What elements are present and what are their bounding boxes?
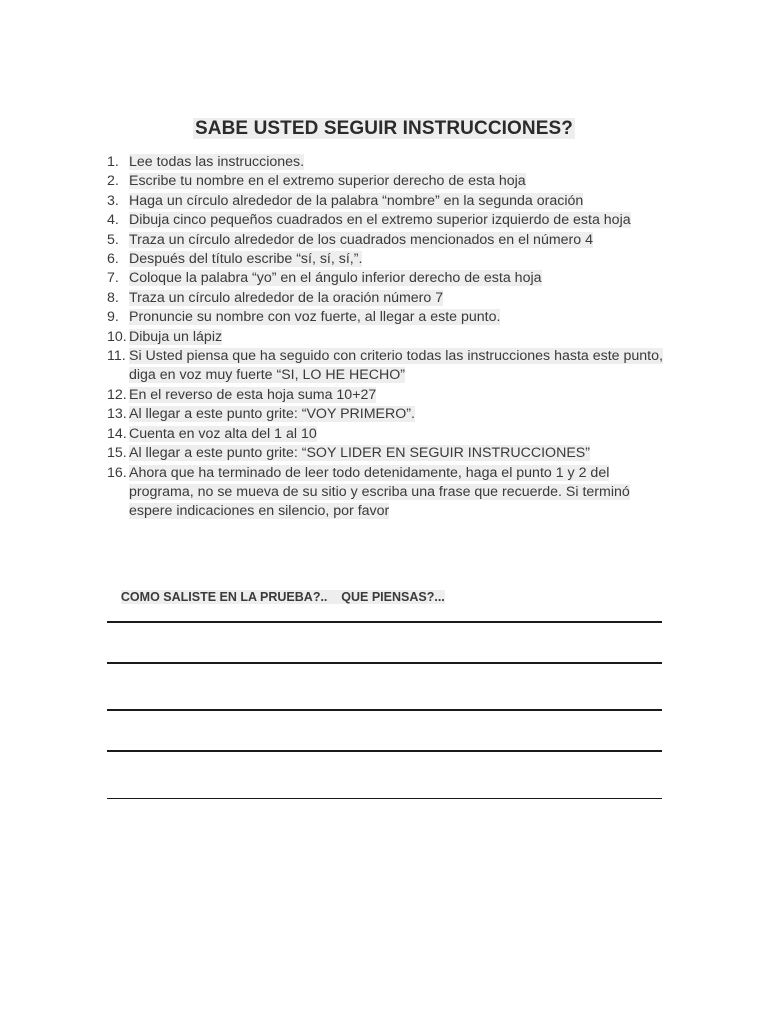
instruction-item [107,289,667,308]
instruction-text: Dibuja un lápiz [129,328,223,345]
instruction-number: 5. [107,231,119,248]
instruction-number: 2. [107,173,119,190]
instruction-item [107,172,667,191]
instruction-item [107,192,667,211]
instruction-number: 15. [107,445,127,462]
document-title-text: SABE USTED SEGUIR INSTRUCCIONES? [195,118,573,139]
instruction-number: 8. [107,289,119,306]
instruction-text: Al llegar a este punto grite: “VOY PRIMERO”. [129,406,415,423]
instruction-item [107,464,667,522]
instruction-text: Pronuncie su nombre con voz fuerte, al llegar a este punto. [129,309,501,326]
instruction-text: Lee todas las instrucciones. [129,154,305,170]
instruction-text: Haga un círculo alrededor de la palabra “nombre” en la segunda oración [129,192,584,209]
instruction-text: Ahora que ha terminado de leer todo detenidamente, haga el punto 1 y 2 del programa, no se mueva de su sitio y escriba una frase que recuerde. Si terminó espere indicaciones en silencio, por favor [129,464,630,520]
instruction-text: Si Usted piensa que ha seguido con criterio todas las instrucciones hasta este punto, diga en voz muy fuerte “SI, LO HE HECHO” [129,348,663,384]
instruction-number: 1. [107,154,119,170]
instruction-item [107,347,667,386]
instruction-item [107,308,667,327]
answer-line[interactable] [107,709,662,711]
instruction-item [107,211,667,230]
instruction-number: 4. [107,212,119,229]
instruction-number: 13. [107,406,127,423]
instruction-item [107,231,667,250]
instruction-number: 11. [107,348,126,365]
instruction-text: Escribe tu nombre en el extremo superior derecho de esta hoja [129,173,526,190]
instruction-number: 9. [107,309,119,326]
instruction-text: Coloque la palabra “yo” en el ángulo inferior derecho de esta hoja [129,270,542,287]
instruction-number: 10. [107,328,127,345]
instruction-item [107,405,667,424]
instruction-item [107,386,667,405]
document-title [0,118,768,140]
instruction-list [107,153,667,522]
reflection-question-text: COMO SALISTE EN LA PRUEBA?.. QUE PIENSAS?... [120,590,445,604]
instruction-text: Traza un círculo alrededor de los cuadrados mencionados en el número 4 [129,231,593,248]
instruction-text: Dibuja cinco pequeños cuadrados en el extremo superior izquierdo de esta hoja [129,212,631,229]
instruction-item [107,250,667,269]
instruction-item [107,328,667,347]
instruction-text: Al llegar a este punto grite: “SOY LIDER EN SEGUIR INSTRUCCIONES” [129,445,590,462]
instruction-number: 16. [107,464,127,481]
reflection-question [107,576,445,618]
instruction-item [107,269,667,288]
answer-line[interactable] [107,621,662,623]
answer-line[interactable] [107,798,662,799]
instruction-text: En el reverso de esta hoja suma 10+27 [129,386,377,403]
instruction-item [107,425,667,444]
instruction-item [107,153,667,172]
instruction-number: 14. [107,425,127,442]
instruction-text: Cuenta en voz alta del 1 al 10 [129,425,317,442]
instruction-number: 3. [107,192,119,209]
instruction-text: Traza un círculo alrededor de la oración número 7 [129,289,444,306]
instruction-text: Después del título escribe “sí, sí, sí,”. [129,251,363,268]
instruction-item [107,444,667,463]
instruction-number: 7. [107,270,119,287]
answer-line[interactable] [107,662,662,664]
instruction-number: 6. [107,251,119,268]
instruction-number: 12. [107,386,127,403]
answer-line[interactable] [107,750,662,752]
